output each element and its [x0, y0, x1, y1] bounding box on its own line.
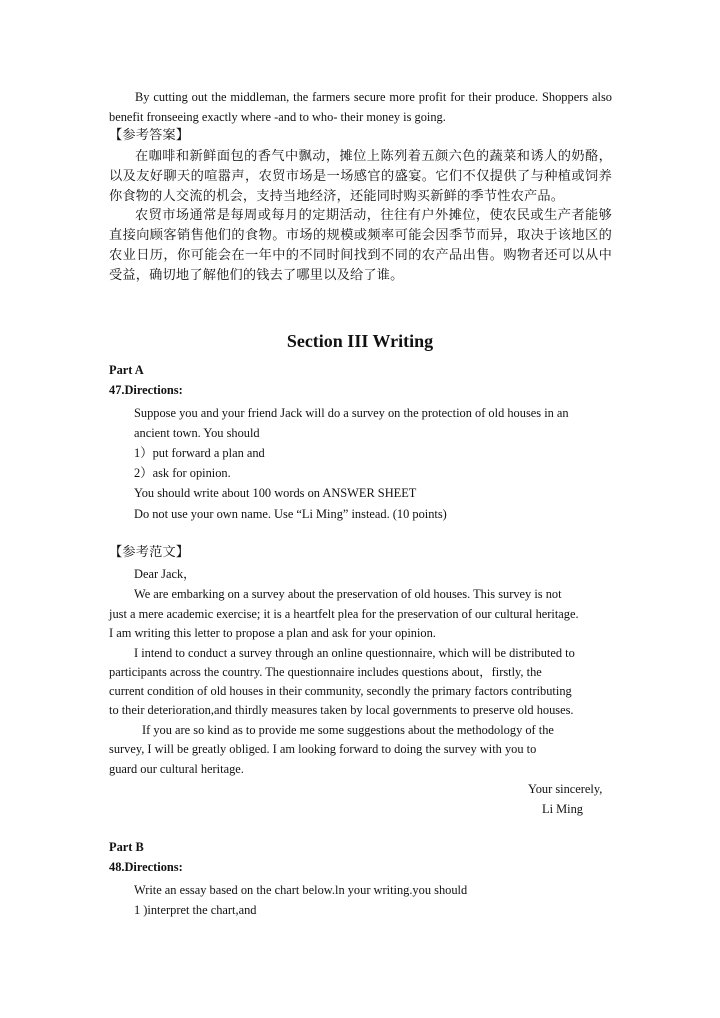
- letter-line: We are embarking on a survey about the preservation of old houses. This survey is not: [134, 587, 562, 601]
- letter-line: If you are so kind as to provide me some suggestions about the methodology of the: [142, 723, 554, 737]
- letter-signature: Li Ming: [542, 802, 583, 816]
- directions-line: Write an essay based on the chart below.ln your writing.you should: [134, 883, 468, 897]
- letter-line: I am writing this letter to propose a plan and ask for your opinion.: [109, 626, 436, 640]
- directions-line: Do not use your own name. Use “Li Ming” instead. (10 points): [134, 507, 447, 521]
- letter-line: to their deterioration,and thirdly measures taken by local governments to preserve old houses.: [109, 703, 574, 717]
- directions-step-1: 1）put forward a plan and: [134, 446, 265, 460]
- letter-closing: Your sincerely,: [528, 782, 603, 796]
- passage-paragraph: By cutting out the middleman, the farmers secure more profit for their produce. Shoppers also benefit fronseeing exactly where -and to who- their money is going.: [109, 90, 612, 124]
- letter-line: current condition of old houses in their community, secondly the primary factors contributing: [109, 684, 572, 698]
- answer-label: 【参考答案】: [109, 128, 190, 143]
- letter-line: survey, I will be greatly obliged. I am looking forward to doing the survey with you to: [109, 742, 537, 756]
- section-title: Section III Writing: [286, 331, 434, 351]
- directions-step-1: 1 )interpret the chart,and: [134, 903, 257, 917]
- directions-line: Suppose you and your friend Jack will do a survey on the protection of old houses in an: [134, 406, 569, 420]
- directions-step-2: 2）ask for opinion.: [134, 466, 231, 480]
- directions-line: You should write about 100 words on ANSWER SHEET: [134, 486, 417, 500]
- translation-paragraph-2: 农贸市场通常是每周或每月的定期活动，往往有户外摊位，使农民或生产者能够直接向顾客销售他们的食物。市场的规模或频率可能会因季节而异，取决于该地区的农业日历，你可能会在一年中的不同时间找到不同的农产品出售。购物者还可以从中受益，确切地了解他们的钱去了哪里以及给了谁。: [109, 208, 612, 283]
- part-a-directions-label: 47.Directions:: [109, 383, 183, 397]
- letter-salutation: Dear Jack，: [134, 567, 196, 581]
- translation-paragraph-1: 在咖啡和新鲜面包的香气中飘动，摊位上陈列着五颜六色的蔬菜和诱人的奶酪，以及友好聊天的喧嚣声，农贸市场是一场感官的盛宴。它们不仅提供了与种植或饲养你食物的人交流的机会，支持当地经济，还能同时购买新鲜的季节性农产品。: [109, 149, 612, 204]
- letter-line: I intend to conduct a survey through an online questionnaire, which will be distributed to: [134, 646, 575, 660]
- directions-line: ancient town. You should: [134, 426, 260, 440]
- model-essay-label: 【参考范文】: [109, 545, 190, 560]
- letter-line: guard our cultural heritage.: [109, 762, 244, 776]
- letter-line: participants across the country. The questionnaire includes questions about，firstly, the: [109, 665, 542, 679]
- part-b-label: Part B: [109, 840, 144, 854]
- part-b-directions-label: 48.Directions:: [109, 860, 183, 874]
- part-a-label: Part A: [109, 363, 144, 377]
- letter-line: just a mere academic exercise; it is a heartfelt plea for the preservation of our cultural heritage.: [109, 607, 579, 621]
